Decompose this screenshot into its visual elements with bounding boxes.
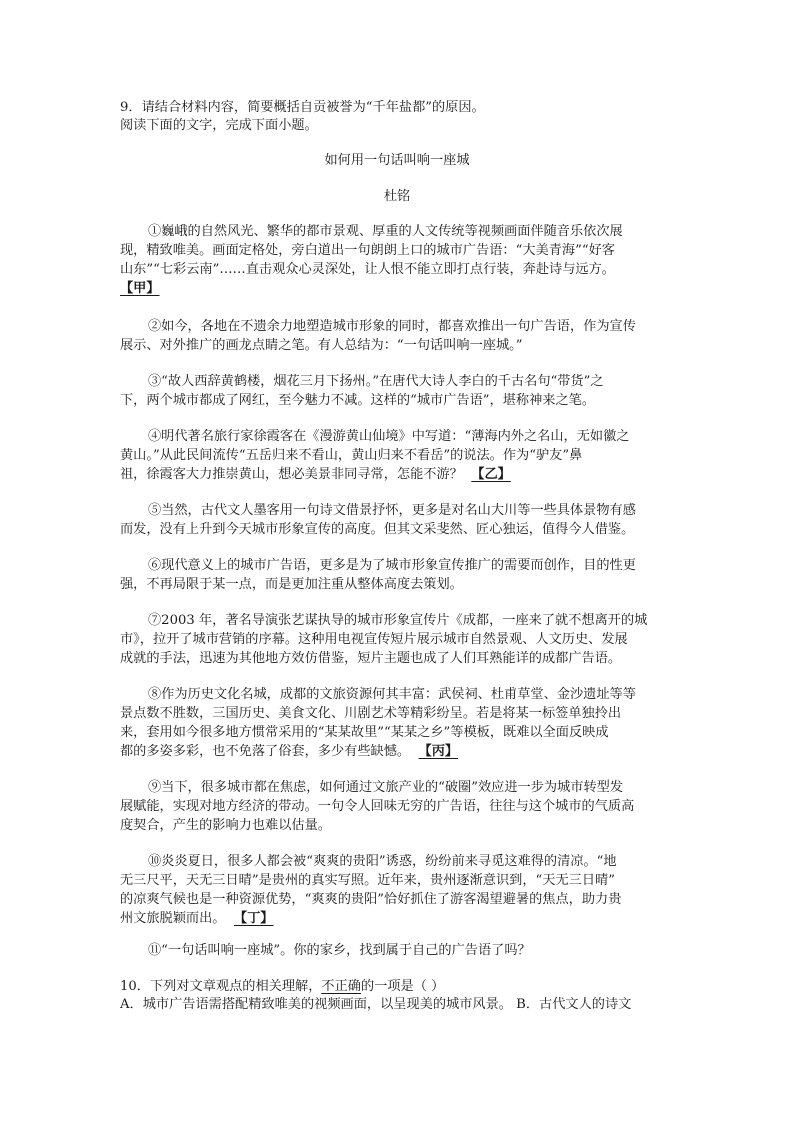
paragraph-line: 现，精致唯美。画面定格处，旁白道出一句朗朗上口的城市广告语：“大美青海”“好客 — [120, 243, 615, 258]
question-10-options: A．城市广告语需搭配精致唯美的视频画面，以呈现美的城市风景。 B．古代文人的诗文 — [120, 997, 632, 1012]
paragraph-line: 来，套用如今很多地方惯常采用的“某某故里”“某某之乡”等模板，既难以全面反映成 — [120, 725, 609, 740]
paragraph-line: 山东”“七彩云南”……直击观众心灵深处，让人恨不能立即打点行装，奔赴诗与远方。 — [120, 262, 615, 277]
paragraph-line: 都的多姿多彩，也不免落了俗套，多少有些缺憾。 — [120, 744, 411, 759]
paragraph-line: 的凉爽气候也是一种资源优势，“爽爽的贵阳”恰好抓住了游客渴望避暑的焦点，助力贵 — [120, 892, 622, 907]
question-9: 9．请结合材料内容，简要概括自贡被誉为“千年盐都”的原因。 — [120, 100, 485, 115]
question-10-prefix: 10．下列对文章观点的相关理解， — [120, 979, 322, 994]
paragraph-line: ④明代著名旅行家徐霞客在《漫游黄山仙境》中写道：“薄海内外之名山，无如徽之 — [148, 429, 630, 444]
reading-instruction: 阅读下面的文字，完成下面小题。 — [120, 118, 318, 133]
paragraph-line: 展示、对外推广的画龙点睛之笔。有人总结为：“一句话叫响一座城。” — [120, 338, 523, 353]
paragraph-line: ⑨当下，很多城市都在焦虑，如何通过文旅产业的“破圈”效应进一步为城市转型发 — [148, 780, 624, 795]
paragraph-line: 市》，拉开了城市营销的序幕。这种用电视宣传短片展示城市自然景观、人文历史、发展 — [120, 632, 628, 647]
question-10-emphasis: 不正确 — [321, 979, 361, 994]
paragraph-line: 展赋能，实现对地方经济的带动。一句令人回味无穷的广告语，往往与这个城市的气质高 — [120, 799, 635, 814]
paragraph-line: ⑩炎炎夏日，很多人都会被“爽爽的贵阳”诱惑，纷纷前来寻觅这难得的清凉。“地 — [148, 854, 617, 869]
paragraph-line: 祖，徐霞客大力推崇黄山，想必美景非同寻常，怎能不游？ — [120, 467, 463, 482]
paragraph-line: 州文旅脱颖而出。 — [120, 911, 226, 926]
paragraph-line: ⑤当然，古代文人墨客用一句诗文借景抒怀，更多是对名山大川等一些具体景物有感 — [148, 503, 636, 518]
paragraph-line: ③“故人西辞黄鹤楼，烟花三月下扬州。”在唐代大诗人李白的千古名句“带货”之 — [148, 374, 604, 389]
blank-marker-jia: 【甲】 — [120, 281, 160, 296]
paragraph-line: 无三尺平，天无三日晴”是贵州的真实写照。近年来，贵州逐渐意识到，“天无三日晴” — [120, 873, 615, 888]
article-title: 如何用一句话叫响一座城 — [324, 153, 470, 168]
question-10 — [120, 978, 680, 995]
paragraph-line: 景点数不胜数，三国历史、美食文化、川剧艺术等精彩纷呈。若是将某一标签单独拎出 — [120, 706, 622, 721]
blank-marker-yi: 【乙】 — [471, 467, 511, 482]
paragraph-11: ⑪“一句话叫响一座城”。你的家乡，找到属于自己的广告语了吗？ — [148, 943, 531, 958]
paragraph-line: ②如今，各地在不遗余力地塑造城市形象的同时，都喜欢推出一句广告语，作为宣传 — [148, 319, 636, 334]
blank-marker-ding: 【丁】 — [233, 911, 274, 926]
paragraph-line: ①巍峨的自然风光、繁华的都市景观、厚重的人文传统等视频画面伴随音乐依次展 — [148, 224, 623, 239]
blank-marker-bing: 【丙】 — [418, 744, 459, 759]
paragraph-line: 强，不再局限于某一点，而是更加注重从整体高度去策划。 — [120, 577, 463, 592]
paragraph-line: ⑦2003 年，著名导演张艺谋执导的城市形象宣传片《成都，一座来了就不想离开的城 — [148, 613, 648, 628]
article-author: 杜铭 — [383, 189, 411, 204]
paragraph-line: 黄山。”从此民间流传“五岳归来不看山，黄山归来不看岳”的说法。作为“驴友”鼻 — [120, 448, 583, 463]
paragraph-line: 度契合，产生的影响力也难以估量。 — [120, 818, 331, 833]
paragraph-line: 下，两个城市都成了网红，至今魅力不减。这样的“城市广告语”，堪称神来之笔。 — [120, 393, 596, 408]
question-10-suffix: 的一项是（ ） — [360, 979, 445, 994]
paragraph-line: ⑥现代意义上的城市广告语，更多是为了城市形象宣传推广的需要而创作，目的性更 — [148, 558, 636, 573]
paragraph-line: ⑧作为历史文化名城，成都的文旅资源何其丰富：武侯祠、杜甫草堂、金沙遗址等等 — [148, 687, 636, 702]
paragraph-line: 而发，没有上升到今天城市形象宣传的高度。但其文采斐然、匠心独运，值得今人借鉴。 — [120, 522, 635, 537]
paragraph-line: 成就的手法，迅速为其他地方效仿借鉴，短片主题也成了人们耳熟能详的成都广告语。 — [120, 651, 622, 666]
